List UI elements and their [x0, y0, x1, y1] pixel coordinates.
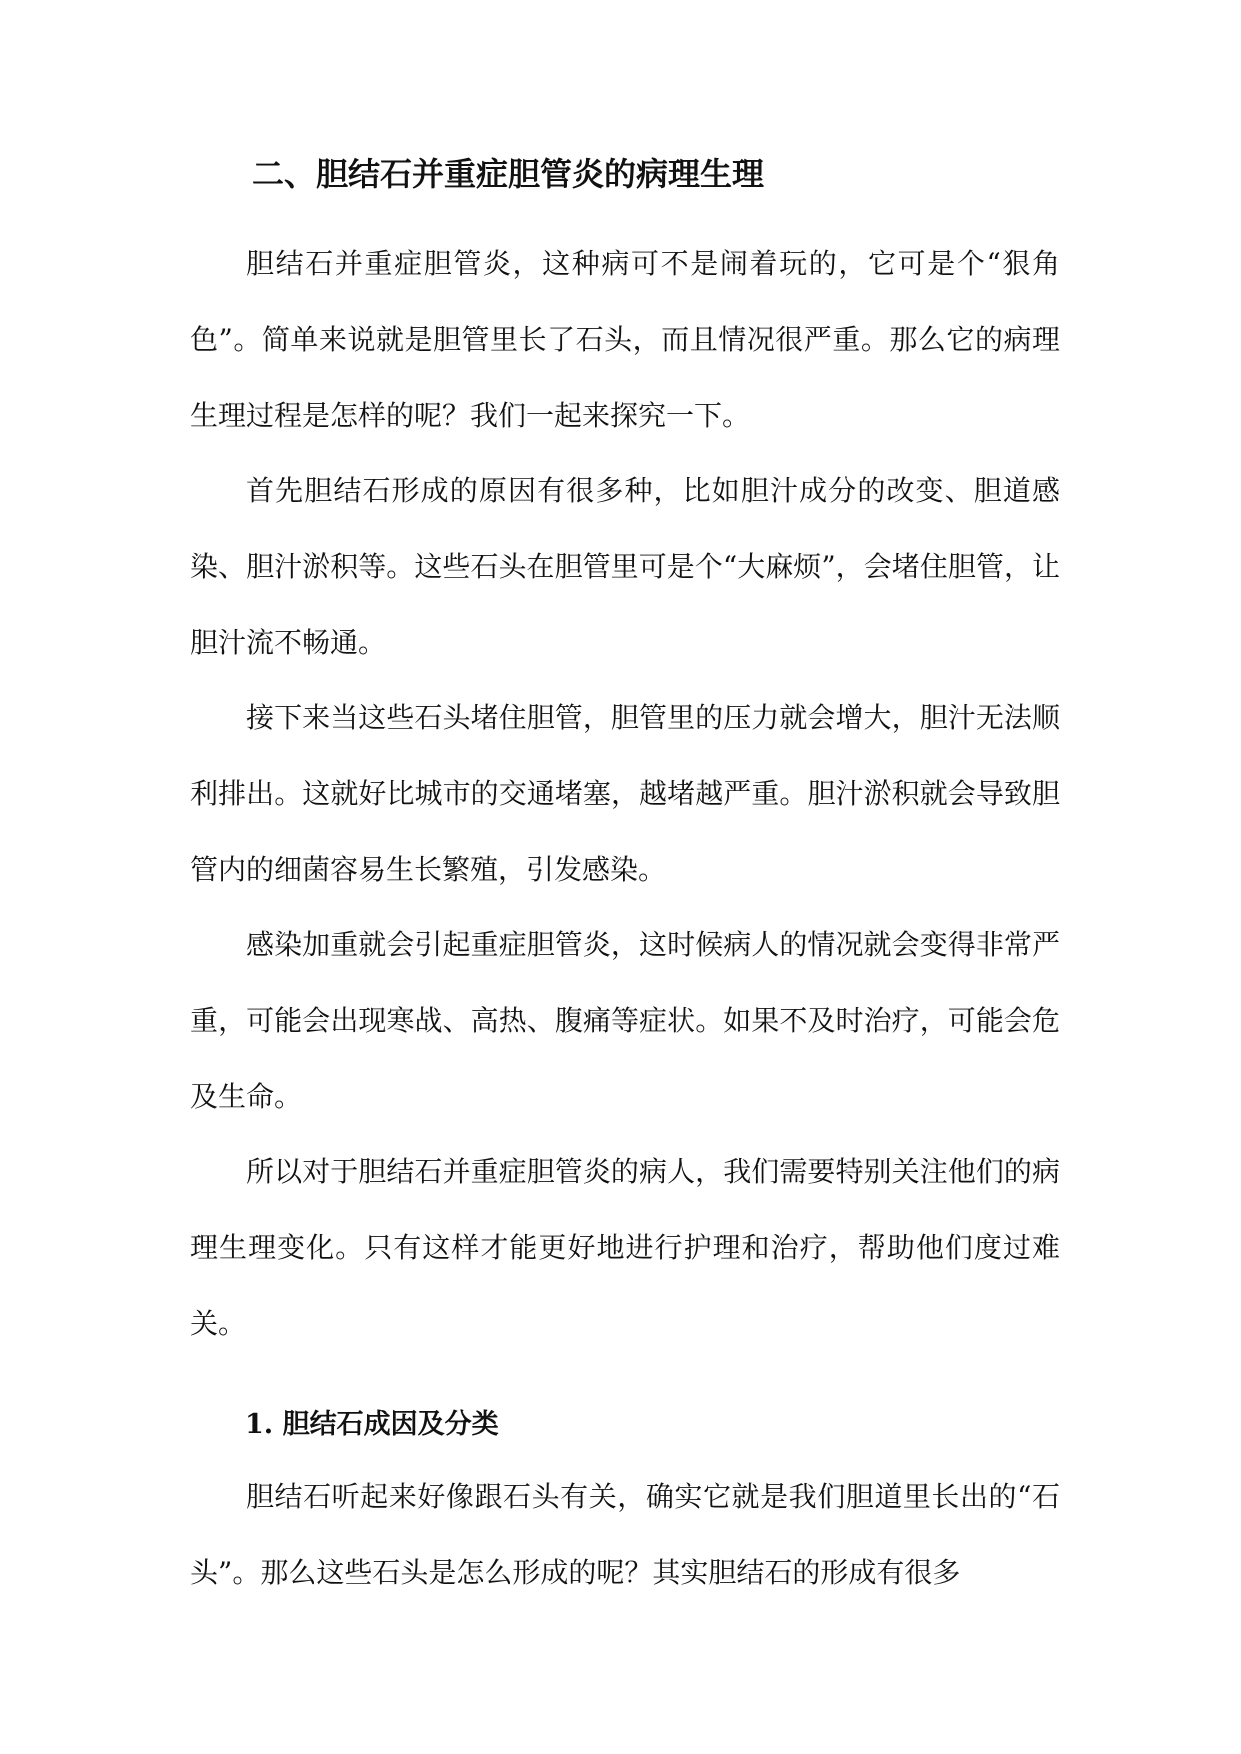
paragraph-obstruction: 接下来当这些石头堵住胆管，胆管里的压力就会增大，胆汁无法顺利排出。这就好比城市的交通堵塞，越堵越严重。胆汁淤积就会导致胆管内的细菌容易生长繁殖，引发感染。 — [190, 701, 1060, 886]
paragraph-conclusion: 所以对于胆结石并重症胆管炎的病人，我们需要特别关注他们的病理生理变化。只有这样才能更好地进行护理和治疗，帮助他们度过难关。 — [190, 1155, 1060, 1340]
subsection-heading: 1. 胆结石成因及分类 — [245, 1409, 499, 1440]
paragraph-intro: 胆结石并重症胆管炎，这种病可不是闹着玩的，它可是个“狠角色”。简单来说就是胆管里长了石头，而且情况很严重。那么它的病理生理过程是怎样的呢？我们一起来探究一下。 — [190, 247, 1060, 432]
paragraph-infection: 感染加重就会引起重症胆管炎，这时候病人的情况就会变得非常严重，可能会出现寒战、高热、腹痛等症状。如果不及时治疗，可能会危及生命。 — [190, 928, 1060, 1113]
paragraph-causes: 首先胆结石形成的原因有很多种，比如胆汁成分的改变、胆道感染、胆汁淤积等。这些石头在胆管里可是个“大麻烦”，会堵住胆管，让胆汁流不畅通。 — [190, 474, 1060, 659]
paragraph-gallstone-formation: 胆结石听起来好像跟石头有关，确实它就是我们胆道里长出的“石头”。那么这些石头是怎么形成的呢？其实胆结石的形成有很多 — [190, 1480, 1060, 1589]
section-heading: 二、胆结石并重症胆管炎的病理生理 — [252, 155, 765, 193]
